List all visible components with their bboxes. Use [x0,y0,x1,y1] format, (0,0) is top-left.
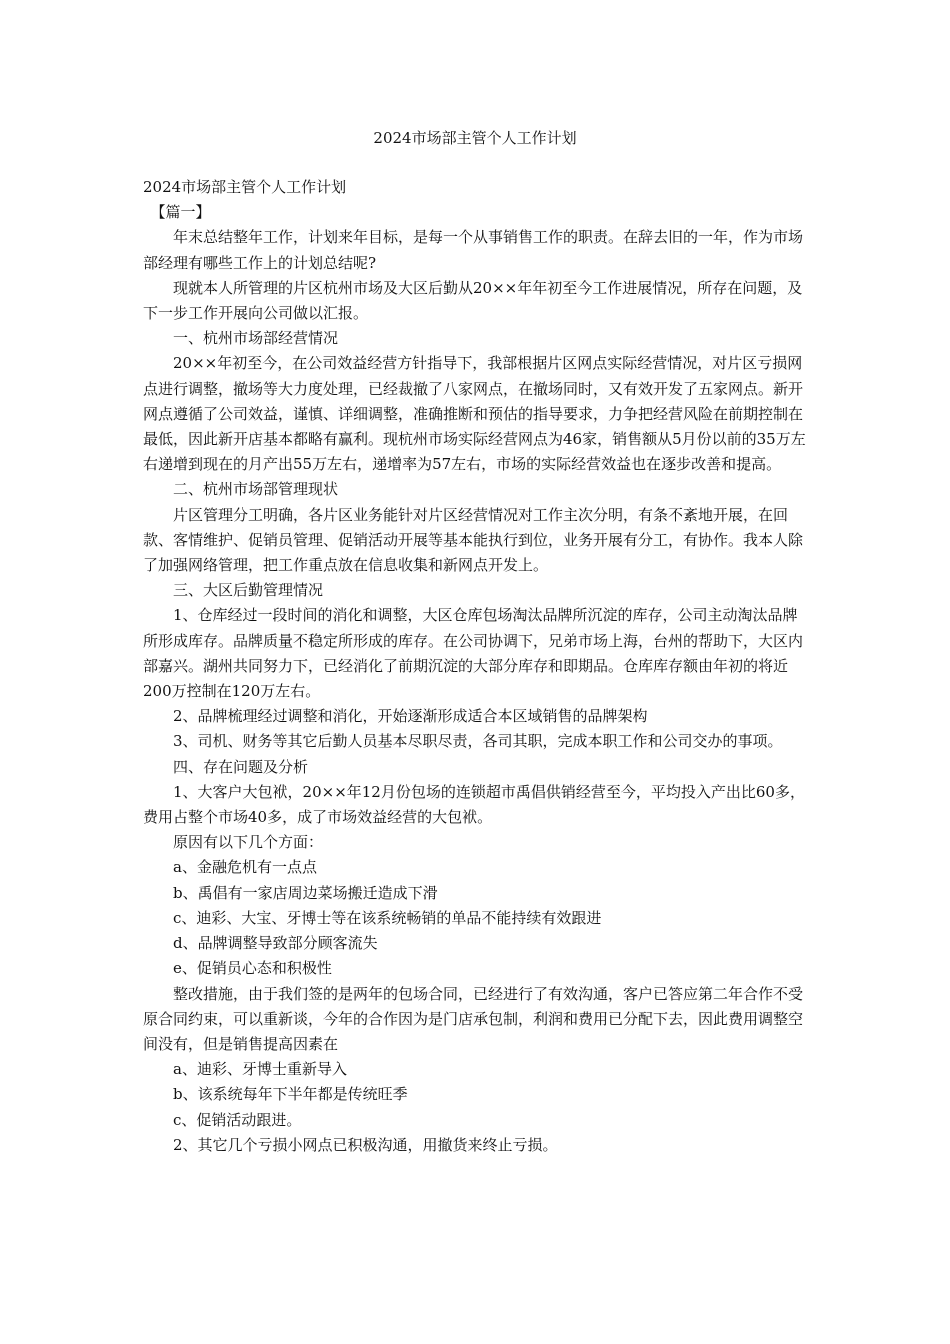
paragraph: c、迪彩、大宝、牙博士等在该系统畅销的单品不能持续有效跟进 [173,908,602,927]
paragraph: b、该系统每年下半年都是传统旺季 [173,1085,408,1104]
paragraph: 2、其它几个亏损小网点已积极沟通，用撤货来终止亏损。 [173,1135,558,1154]
paragraph: 整改措施，由于我们签的是两年的包场合同，已经进行了有效沟通，客户已答应第二年合作不受原合同约束，可以重新谈，今年的合作因为是门店承包制，利润和费用已分配下去，因此费用调整空间没有，但是销售提高因素在 [143,984,804,1053]
paragraph: 1、大客户大包袱，20××年12月份包场的连锁超市禹倡供销经营至今，平均投入产出比60多，费用占整个市场40多，成了市场效益经营的大包袱。 [143,782,805,827]
paragraph: 1、仓库经过一段时间的消化和调整，大区仓库包场淘汰品牌所沉淀的库存，公司主动淘汰品牌所形成库存。品牌质量不稳定所形成的库存。在公司协调下，兄弟市场上海，台州的帮助下，大区内部嘉兴。湖州共同努力下，已经消化了前期沉淀的大部分库存和即期品。仓库库存额由年初的将近200万控制在120万左右。 [143,606,804,701]
paragraph: a、迪彩、牙博士重新导入 [173,1060,347,1079]
paragraph: a、金融危机有一点点 [173,858,317,877]
paragraph: 年末总结整年工作，计划来年目标，是每一个从事销售工作的职责。在辞去旧的一年，作为市场部经理有哪些工作上的计划总结呢? [143,228,804,272]
paragraph: 2、品牌梳理经过调整和消化，开始逐渐形成适合本区域销售的品牌架构 [173,707,648,726]
paragraph: 二、杭州市场部管理现状 [173,480,339,499]
paragraph: 20××年初至今，在公司效益经营方针指导下，我部根据片区网点实际经营情况，对片区亏损网点进行调整，撤场等大力度处理，已经裁撤了八家网点，在撤场同时，又有效开发了五家网点。新开网点遵循了公司效益，谨慎、详细调整，准确推断和预估的指导要求，力争把经营风险在前期控制在最低，因此新开店基本都略有赢利。现杭州市场实际经营网点为46家，销售额从5月份以前的35万左右递增到现在的月产出55万左右，递增率为57左右，市场的实际经营效益也在逐步改善和提高。 [143,354,806,474]
paragraph: c、促销活动跟进。 [173,1110,302,1129]
paragraph: b、禹倡有一家店周边菜场搬迁造成下滑 [173,883,438,902]
paragraph: 片区管理分工明确，各片区业务能针对片区经营情况对工作主次分明，有条不紊地开展，在回款、客情维护、促销员管理、促销活动开展等基本能执行到位，业务开展有分工，有协作。我本人除了加强网络管理，把工作重点放在信息收集和新网点开发上。 [143,505,804,575]
document-body [143,175,811,1158]
paragraph: 一、杭州市场部经营情况 [173,329,339,348]
paragraph: 三、大区后勤管理情况 [173,581,324,600]
paragraph: 2024市场部主管个人工作计划 [143,178,347,196]
document-title: 2024市场部主管个人工作计划 [373,129,577,147]
paragraph: 原因有以下几个方面： [173,833,324,852]
paragraph: e、促销员心态和积极性 [173,959,332,978]
paragraph: 现就本人所管理的片区杭州市场及大区后勤从20××年年初至今工作进展情况，所存在问题，及下一步工作开展向公司做以汇报。 [143,278,803,323]
paragraph: d、品牌调整导致部分顾客流失 [173,934,378,953]
paragraph: 四、存在问题及分析 [173,757,309,776]
paragraph: 【篇一】 [150,203,211,222]
paragraph: 3、司机、财务等其它后勤人员基本尽职尽责，各司其职，完成本职工作和公司交办的事项。 [173,732,783,751]
